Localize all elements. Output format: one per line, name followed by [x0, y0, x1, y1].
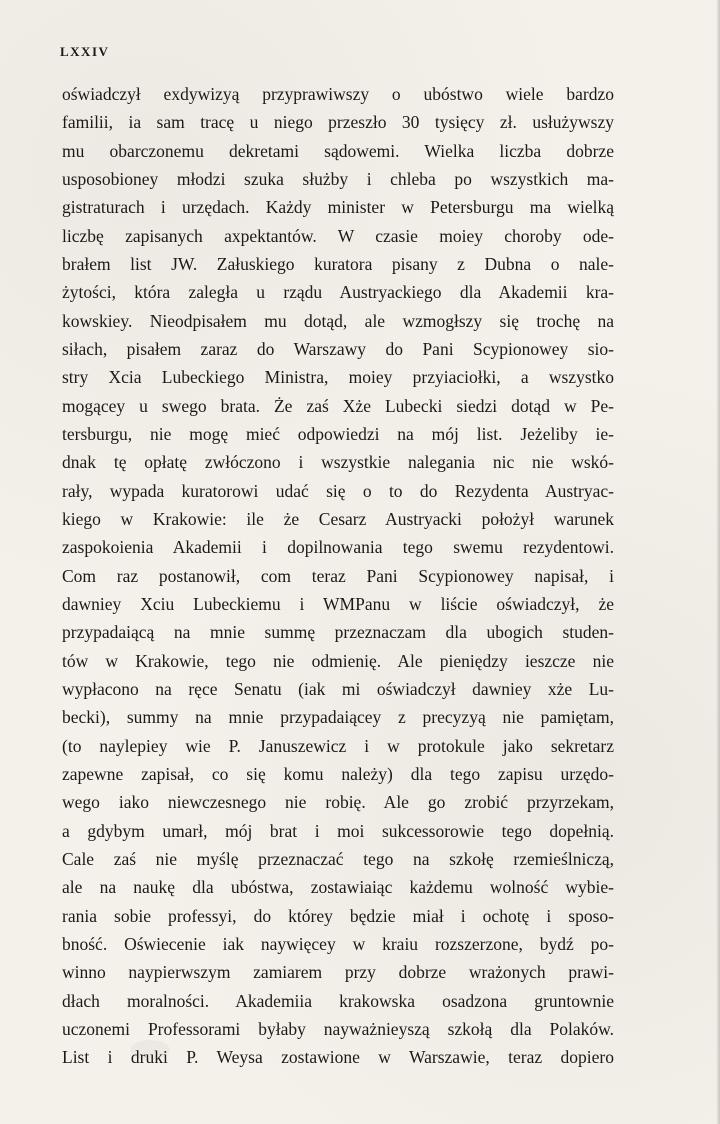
text-line: dnak tę opłatę zwłóczono i wszystkie nalegania nic nie wskó-	[62, 452, 614, 473]
text-line: dłach moralności. Akademiia krakowska osadzona gruntownie	[62, 990, 614, 1011]
text-line: tersburgu, nie mogę mieć odpowiedzi na mój list. Jeżeliby ie-	[62, 423, 614, 444]
text-line: przypadaiącą na mnie summę przeznaczam dla ubogich studen-	[62, 622, 614, 643]
text-line: usposobioney młodzi szuka służby i chleba po wszystkich ma-	[62, 168, 614, 189]
text-line: Com raz postanowił, com teraz Pani Scypionowey napisał, i	[62, 565, 614, 586]
text-line: wego iako niewczesnego nie robię. Ale go zrobić przyrzekam,	[62, 792, 614, 813]
text-line: (to naylepiey wie P. Januszewicz i w protokule jako sekretarz	[62, 735, 614, 756]
text-line: liczbę zapisanych axpektantów. W czasie moiey choroby ode-	[62, 225, 614, 246]
text-line: a gdybym umarł, mój brat i moi sukcessorowie tego dopełnią.	[62, 820, 614, 841]
text-line: mu obarczonemu dekretami sądowemi. Wielka liczba dobrze	[62, 140, 614, 161]
text-line: wypłacono na ręce Senatu (iak mi oświadczył dawniey xże Lu-	[62, 678, 614, 699]
text-line: bność. Oświecenie iak naywięcey w kraiu rozszerzone, bydź po-	[62, 933, 614, 954]
page-edge-shadow	[716, 0, 720, 1124]
text-line: mogącey u swego brata. Że zaś Xże Lubecki siedzi dotąd w Pe-	[62, 395, 614, 416]
text-line: rania sobie professyi, do którey będzie miał i ochotę i sposo-	[62, 905, 614, 926]
text-line: dawniey Xciu Lubeckiemu i WMPanu w liście oświadczył, że	[62, 593, 614, 614]
text-line: kiego w Krakowie: ile że Cesarz Austryacki położył warunek	[62, 508, 614, 529]
text-line: ale na naukę dla ubóstwa, zostawiaiąc każdemu wolność wybie-	[62, 877, 614, 898]
text-line: oświadczył exdywizyą przyprawiwszy o ubóstwo wiele bardzo	[62, 84, 614, 104]
text-line: becki), summy na mnie przypadaiącey z precyzyą nie pamiętam,	[62, 707, 614, 728]
text-line: Cale zaś nie myślę przeznaczać tego na szkołę rzemieślniczą,	[62, 848, 614, 869]
text-line: rały, wypada kuratorowi udać się o to do Rezydenta Austryac-	[62, 480, 614, 501]
text-line: List i druki P. Weysa zostawione w Warszawie, teraz dopiero	[62, 1047, 614, 1068]
text-line: zaspokoienia Akademii i dopilnowania tego swemu rezydentowi.	[62, 537, 614, 558]
text-line: siłach, pisałem zaraz do Warszawy do Pani Scypionowey sio-	[62, 338, 614, 359]
text-line: tów w Krakowie, tego nie odmienię. Ale pieniędzy ieszcze nie	[62, 650, 614, 671]
text-line: familii, ia sam tracę u niego przeszło 30 tysięcy zł. usłużywszy	[62, 112, 614, 133]
text-line: żytości, która zaległa u rządu Austryackiego dla Akademii kra-	[62, 282, 614, 303]
text-line: kowskiey. Nieodpisałem mu dotąd, ale wzmogłszy się trochę na	[62, 310, 614, 331]
text-line: winno naypierwszym zamiarem przy dobrze wrażonych prawi-	[62, 962, 614, 983]
body-text	[62, 80, 614, 1071]
text-line: uczonemi Professorami byłaby nayważnieyszą szkołą dla Polaków.	[62, 1018, 614, 1039]
text-line: gistraturach i urzędach. Każdy minister w Petersburgu ma wielką	[62, 197, 614, 218]
text-line: stry Xcia Lubeckiego Ministra, moiey przyiaciołki, a wszystko	[62, 367, 614, 388]
text-line: zapewne zapisał, co się komu należy) dla tego zapisu urzędo-	[62, 763, 614, 784]
text-line: brałem list JW. Załuskiego kuratora pisany z Dubna o nale-	[62, 253, 614, 274]
page-number: LXXIV	[60, 44, 110, 59]
